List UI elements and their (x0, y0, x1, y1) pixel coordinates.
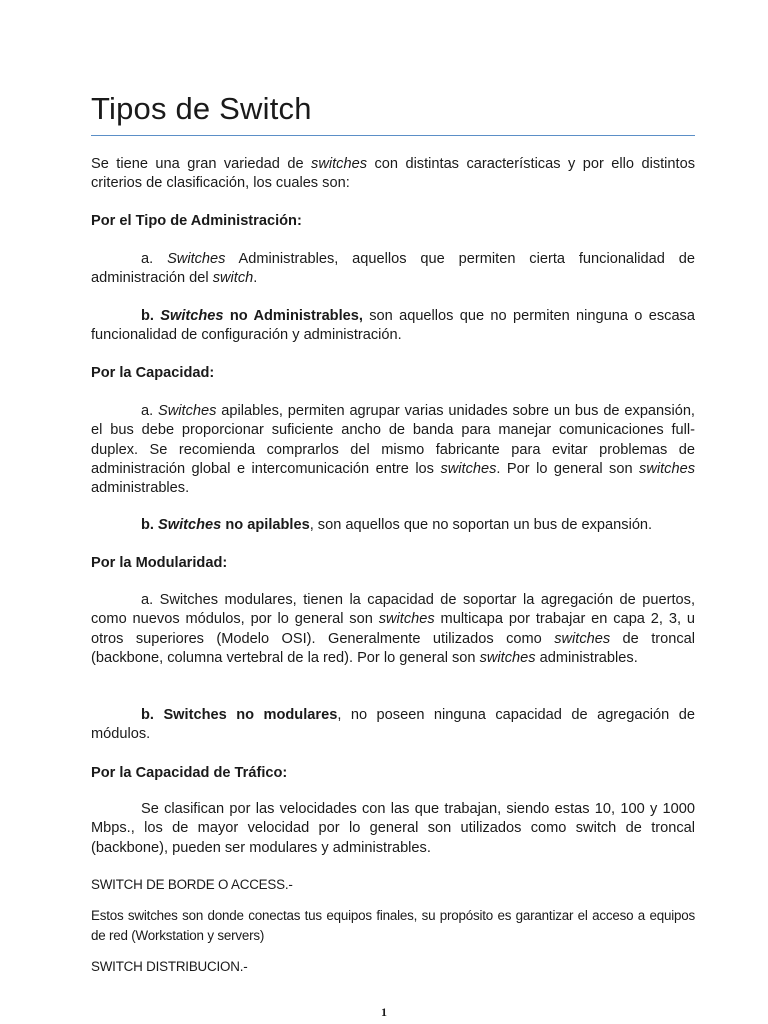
admin-item-a: a. Switches Administrables, aquellos que permiten cierta funcionalidad de administración del switch. (91, 251, 695, 287)
modularity-item-b: b. Switches no modulares, no poseen ninguna capacidad de agregación de módulos. (91, 707, 695, 743)
page-number: 1 (381, 1005, 387, 1019)
heading-modularity: Por la Modularidad: (91, 555, 228, 571)
modularity-item-a: a. Switches modulares, tienen la capacidad de soportar la agregación de puertos, como nuevos módulos, por lo general son switches multicapa por trabajar en capa 2, 3, u otros superiores (Modelo OSI). Generalmente utilizados como switches de troncal (backbone, columna vertebral de la red). Por lo general son switches administrables. (91, 592, 695, 666)
traffic-paragraph: Se clasifican por las velocidades con las que trabajan, siendo estas 10, 100 y 1000 Mbps., los de mayor velocidad por lo general son utilizados como switch de troncal (backbone), pueden ser modulares y administrables. (91, 801, 695, 856)
admin-item-b: b. Switches no Administrables, son aquellos que no permiten ninguna o escasa funcionalidad de configuración y administración. (91, 308, 695, 344)
heading-distribution-switch: SWITCH DISTRIBUCION.- (91, 959, 248, 974)
heading-edge-switch: SWITCH DE BORDE O ACCESS.- (91, 877, 293, 892)
edge-switch-paragraph: Estos switches son donde conectas tus equipos finales, su propósito es garantizar el acceso a equipos de red (Workstation y servers) (91, 908, 695, 943)
page-title: Tipos de Switch (91, 91, 312, 126)
title-underline (91, 135, 695, 136)
heading-traffic: Por la Capacidad de Tráfico: (91, 765, 288, 781)
heading-admin: Por el Tipo de Administración: (91, 213, 302, 229)
capacity-item-b: b. Switches no apilables, son aquellos que no soportan un bus de expansión. (141, 517, 653, 533)
heading-capacity: Por la Capacidad: (91, 365, 215, 381)
intro-paragraph: Se tiene una gran variedad de switches con distintas características y por ello distintos criterios de clasificación, los cuales son: (91, 156, 695, 192)
capacity-item-a: a. Switches apilables, permiten agrupar varias unidades sobre un bus de expansión, el bus debe proporcionar suficiente ancho de banda para manejar comunicaciones full-duplex. Se recomienda comprarlos del mismo fabricante para evitar problemas de administración global e intercomunicación entre los switches. Por lo general son switches administrables. (91, 403, 695, 497)
